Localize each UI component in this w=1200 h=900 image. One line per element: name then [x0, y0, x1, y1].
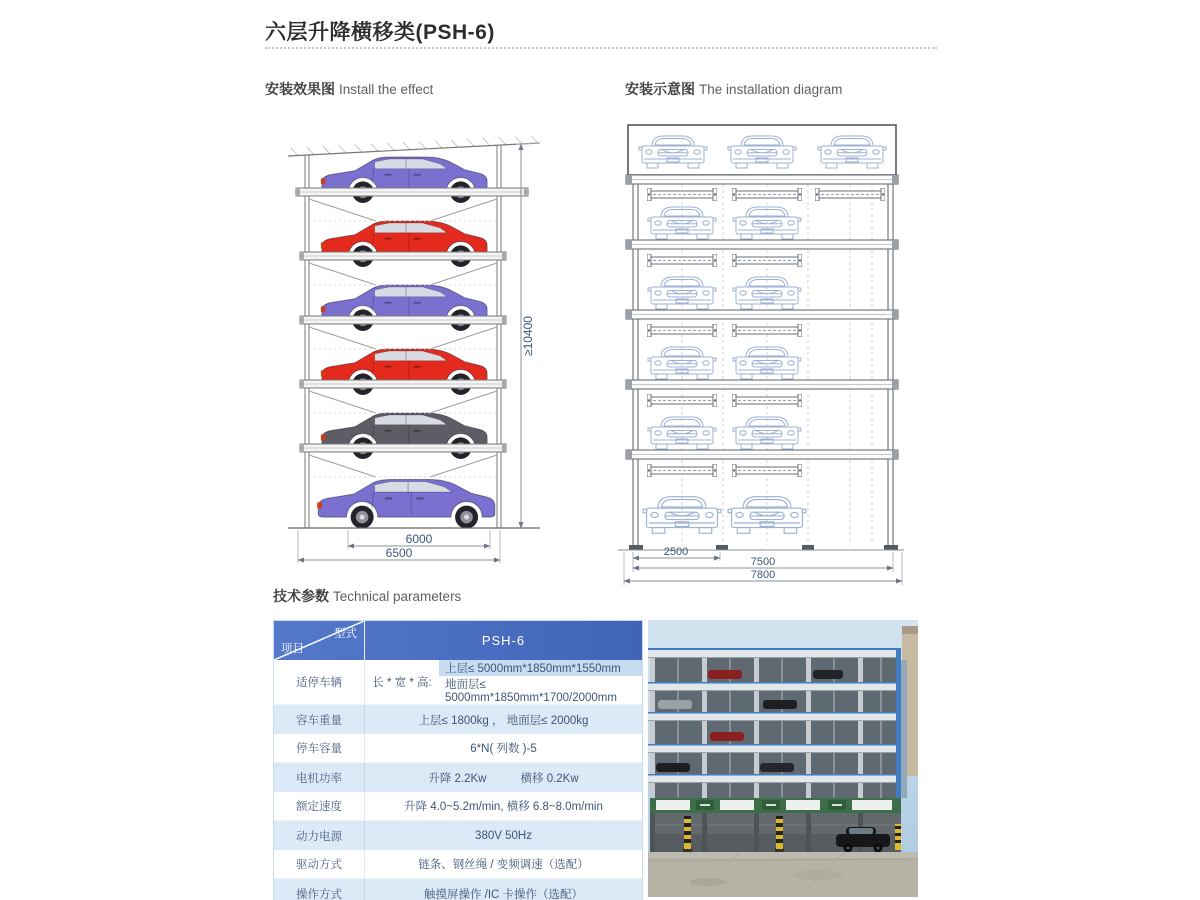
diagram-label-en: The installation diagram [699, 82, 843, 97]
steel-edge [896, 648, 901, 798]
pavement [648, 852, 918, 897]
corner-label-item: 项目 [281, 643, 304, 655]
parking-structure-photo [648, 620, 918, 897]
table-model-header: PSH-6 [481, 633, 526, 648]
warning-post [895, 824, 901, 850]
row-value-shift: 横移 0.2Kw [520, 772, 579, 785]
table-row-vehicle-weight [274, 705, 642, 734]
dim-10400: ≥10400 [521, 316, 535, 356]
cross-beams [626, 175, 898, 459]
title-divider [265, 47, 937, 49]
car-fronts [643, 207, 806, 533]
row-label: 容车重量 [274, 705, 365, 734]
dim-6000: 6000 [405, 532, 433, 546]
row-value: 380V 50Hz [475, 829, 532, 842]
stacked-cars [317, 157, 495, 529]
green-sign-band [650, 798, 901, 813]
row-value-lift: 升降 2.2Kw [428, 772, 487, 785]
pallet [815, 188, 885, 201]
row-label: 操作方式 [274, 879, 365, 900]
dim-7800: 7800 [750, 569, 776, 581]
dim-2500: 2500 [663, 546, 689, 558]
warning-post [775, 816, 784, 852]
table-corner-cell [274, 621, 365, 660]
table-row-operation-mode [274, 879, 642, 900]
table-row-rated-speed [274, 792, 642, 821]
row-label: 电机功率 [274, 763, 365, 792]
dimension-width-inner [348, 530, 490, 549]
pallet [647, 254, 717, 267]
structure-columns [305, 145, 501, 528]
pallet [647, 188, 717, 201]
table-row-motor-power [274, 763, 642, 792]
section-label-params [273, 586, 461, 606]
table-row-capacity [274, 734, 642, 763]
top-level-box [628, 125, 896, 175]
pallet [732, 188, 802, 201]
row-label: 动力电源 [274, 821, 365, 850]
page-title: 六层升降横移类(PSH-6) [265, 21, 495, 44]
car-front [733, 347, 801, 379]
row-label: 停车容量 [274, 734, 365, 762]
row-value: 6*N( 列数 )-5 [470, 743, 537, 755]
table-row-vehicle-size [274, 660, 642, 705]
technical-parameters-table [273, 620, 643, 900]
row-value: 升降 4.0~5.2m/min, 横移 6.8~8.0m/min [404, 801, 603, 813]
dimension-height [516, 143, 540, 528]
install-effect-figure [288, 130, 548, 580]
corner-label-type: 型式 [334, 628, 357, 640]
warning-post [683, 816, 692, 852]
frame-columns [633, 125, 893, 545]
dim-7500: 7500 [750, 556, 776, 568]
installation-diagram-figure [610, 100, 910, 595]
table-row-drive-mode [274, 850, 642, 879]
row-value: 上层≤ 1800kg ， 地面层≤ 2000kg [418, 714, 589, 727]
dim-6500: 6500 [385, 546, 413, 560]
pallet [647, 464, 717, 477]
table-header-row [274, 621, 642, 660]
params-label-zh: 技术参数 [273, 588, 329, 604]
section-label-effect [265, 79, 433, 99]
effect-label-zh: 安装效果图 [265, 81, 335, 97]
row-label: 适停车辆 [274, 660, 365, 704]
row-value: 触摸屏操作 /IC 卡操作（选配） [423, 888, 584, 900]
car-side-view-ground [317, 480, 495, 529]
params-label-en: Technical parameters [333, 589, 462, 604]
car-front [648, 347, 716, 379]
row-value: 链条、钢丝绳 / 变频调速（选配） [418, 859, 589, 871]
row-value-ground: 地面层≤ 5000mm*1850mm*1700/2000mm [445, 679, 617, 704]
section-label-diagram [625, 79, 842, 99]
row-label: 额定速度 [274, 792, 365, 820]
pallet [732, 254, 802, 267]
row-value-upper: 上层≤ 5000mm*1850mm*1550mm [439, 660, 642, 676]
row-sub-label: 长 * 宽 * 高: [372, 677, 432, 689]
table-row-power-supply [274, 821, 642, 850]
effect-label-en: Install the effect [339, 82, 434, 97]
diagram-label-zh: 安装示意图 [625, 81, 695, 97]
pallet [732, 464, 802, 477]
row-label: 驱动方式 [274, 850, 365, 878]
